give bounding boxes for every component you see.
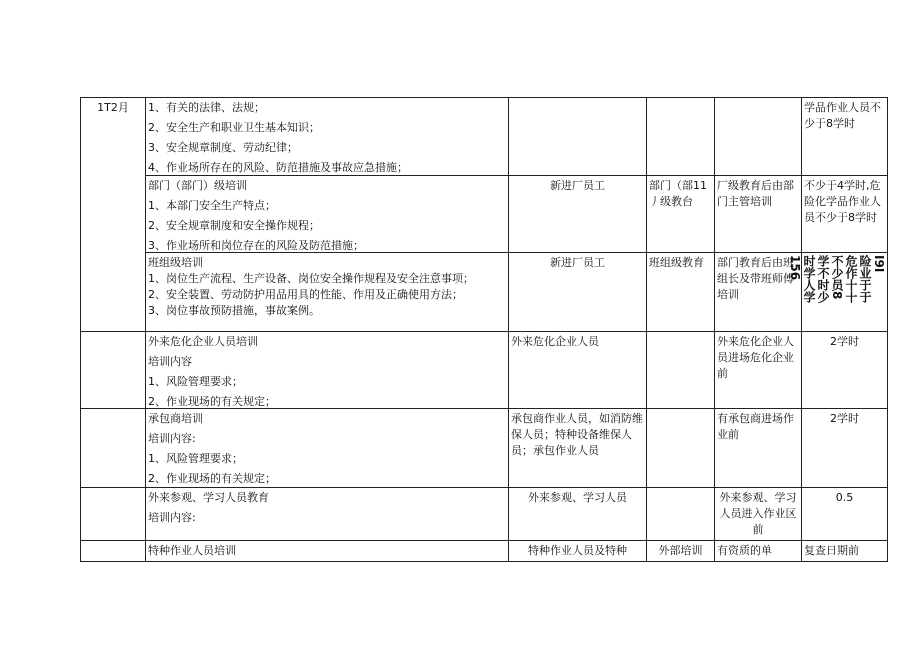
- method-cell: [647, 98, 715, 176]
- responsible-text: 有资质的单: [717, 543, 772, 557]
- hours-cell: [802, 176, 888, 253]
- method-cell: [647, 409, 715, 488]
- training-plan-table: [80, 97, 888, 562]
- content-line: 3、作业场所和岗位存在的风险及防范措施；: [148, 238, 364, 252]
- hours-column: 险业于于: [858, 255, 872, 303]
- object-text: 外来参观、学习人员: [528, 491, 627, 504]
- content-line: 特种作业人员培训: [148, 543, 236, 557]
- method-text: 班组级教育: [649, 256, 704, 269]
- table-row: [81, 488, 888, 541]
- table-row: [81, 176, 888, 253]
- hours-cell: [802, 488, 888, 541]
- training-time: 1T2月: [97, 101, 129, 114]
- content-cell: [146, 332, 509, 409]
- content-line: 外来参观、学习人员教育: [148, 491, 269, 504]
- method-cell: [647, 176, 715, 253]
- method-cell: [647, 332, 715, 409]
- content-line: 培训内容:: [148, 431, 196, 445]
- content-line: 1、风险管理要求；: [148, 451, 243, 465]
- hours-column: 不少员8: [830, 255, 844, 300]
- content-line: 2、作业现场的有关规定；: [148, 471, 276, 485]
- responsible-cell: [715, 332, 802, 409]
- hours-cell: [802, 540, 888, 561]
- object-cell: [509, 253, 647, 332]
- time-cell-empty: [81, 332, 146, 409]
- content-line: 3、岗位事故预防措施，事故案例。: [148, 303, 320, 317]
- content-line: 2、安全生产和职业卫生基本知识；: [148, 120, 320, 134]
- object-cell: [509, 540, 647, 561]
- object-text: 承包商作业人员，如消防维保人员；特种设备维保人员；承包作业人员: [511, 412, 643, 457]
- hours-column: 危作十十: [844, 255, 858, 303]
- content-line: 2、安全装置、劳动防护用品用具的性能、作用及正确使用方法；: [148, 287, 463, 301]
- hours-column: 156: [788, 255, 802, 281]
- hours-column: I9I: [872, 255, 886, 273]
- object-cell: [509, 176, 647, 253]
- object-text: 新进厂员工: [550, 256, 605, 269]
- content-cell: [146, 540, 509, 561]
- hours-cell: [802, 332, 888, 409]
- responsible-cell: [715, 176, 802, 253]
- content-line: 3、安全规章制度、劳动纪律；: [148, 140, 298, 154]
- responsible-cell: [715, 409, 802, 488]
- object-text: 外来危化企业人员: [511, 335, 599, 348]
- object-cell: [509, 409, 647, 488]
- content-line: 2、安全规章制度和安全操作规程；: [148, 218, 320, 232]
- responsible-text: 外来危化企业人员进场危化企业前: [717, 335, 794, 380]
- hours-column: 学不时少: [816, 255, 830, 303]
- content-line: 承包商培训: [148, 412, 203, 425]
- object-cell: [509, 332, 647, 409]
- hours-text: 复查日期前: [804, 543, 859, 557]
- training-time-cell: [81, 98, 146, 332]
- responsible-cell: [715, 540, 802, 561]
- content-line: 培训内容:: [148, 510, 196, 524]
- table-row: [81, 253, 888, 332]
- content-cell: [146, 253, 509, 332]
- time-cell-empty: [81, 409, 146, 488]
- object-cell: [509, 98, 647, 176]
- hours-text: 2学时: [830, 412, 859, 425]
- hours-cell: [788, 253, 888, 332]
- table-row: [81, 332, 888, 409]
- content-line: 外来危化企业人员培训: [148, 335, 258, 348]
- content-line: 部门（部门）级培训: [148, 179, 247, 192]
- method-text: 部门（部11丿级教台: [649, 179, 707, 208]
- hours-text: 不少于4学时,危险化学品作业人员不少于8学时: [804, 179, 881, 224]
- content-line: 2、作业现场的有关规定；: [148, 394, 276, 408]
- table-row: [81, 540, 888, 561]
- hours-text: 2学时: [830, 335, 859, 348]
- method-cell: [647, 540, 715, 561]
- object-text: 新进厂员工: [550, 179, 605, 192]
- object-text: 特种作业人员及特种: [528, 543, 627, 557]
- content-line: 1、有关的法律、法规；: [148, 101, 265, 114]
- responsible-cell: [715, 488, 802, 541]
- hours-vertical-text: [788, 255, 886, 329]
- time-cell-empty: [81, 540, 146, 561]
- method-text: 外部培训: [658, 543, 703, 557]
- hours-column: 时学人学: [802, 255, 816, 303]
- content-line: 班组级培训: [148, 256, 203, 269]
- table-row: [81, 409, 888, 488]
- hours-text: 0.5: [835, 491, 854, 504]
- content-line: 培训内容: [148, 354, 192, 368]
- content-cell: [146, 488, 509, 541]
- object-cell: [509, 488, 647, 541]
- hours-cell: [802, 409, 888, 488]
- hours-cell: [802, 98, 888, 176]
- responsible-text: 外来参观、学习人员进入作业区前: [719, 491, 797, 536]
- time-cell-empty: [81, 488, 146, 541]
- content-line: 4、作业场所存在的风险、防范措施及事故应急措施；: [148, 160, 408, 174]
- content-cell: [146, 176, 509, 253]
- content-line: 1、岗位生产流程、生产设备、岗位安全操作规程及安全注意事项；: [148, 271, 474, 285]
- content-cell: [146, 409, 509, 488]
- content-cell: [146, 98, 509, 176]
- content-line: 1、风险管理要求；: [148, 374, 243, 388]
- responsible-text: 部门教育后由班组长及带班师傅培训: [717, 256, 794, 301]
- responsible-text: 有承包商进场作业前: [717, 412, 794, 441]
- table-row: [81, 98, 888, 176]
- responsible-cell: [715, 98, 802, 176]
- content-line: 1、本部门安全生产特点；: [148, 198, 276, 212]
- responsible-text: 厂级教育后由部门主管培训: [717, 179, 794, 208]
- method-cell: [647, 253, 715, 332]
- hours-text: 学品作业人员不少于8学时: [804, 101, 881, 130]
- method-cell: [647, 488, 715, 541]
